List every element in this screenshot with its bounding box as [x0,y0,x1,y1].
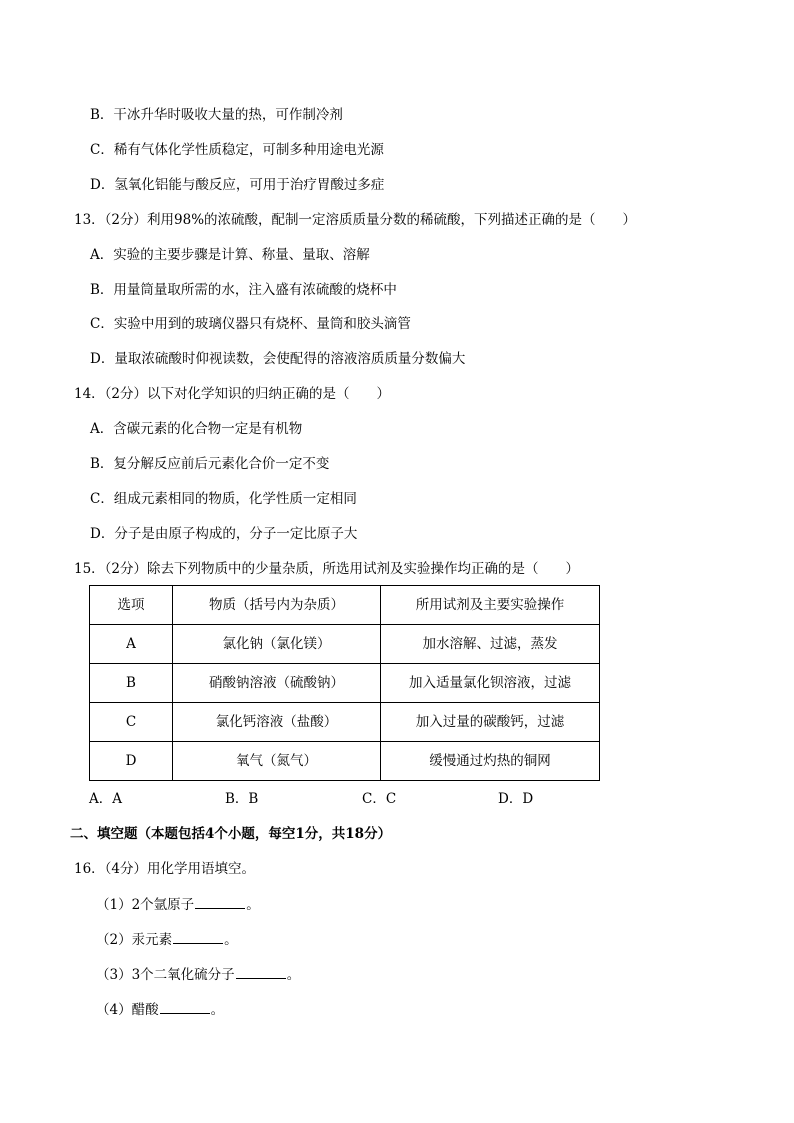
answer-blank[interactable] [173,930,223,944]
q15-answer-a: A．A [89,791,122,807]
table-header-cell: 选项 [90,586,173,625]
q12-option-b: B．干冰升华时吸收大量的热，可作制冷剂 [90,107,343,123]
table-cell-substance: 氯化钙溶液（盐酸） [173,703,381,742]
q15-answer-c: C．C [362,791,397,807]
answer-blank[interactable] [195,895,245,909]
q13-option-a: A．实验的主要步骤是计算、称量、量取、溶解 [90,247,370,263]
table-row [90,703,600,742]
q12-option-c: C．稀有气体化学性质稳定，可制多种用途电光源 [90,142,384,158]
table-header-row [90,586,600,625]
q15-answer-d: D．D [498,791,534,807]
table-cell-operation: 加水溶解、过滤，蒸发 [381,625,600,664]
q15-table [89,585,600,781]
table-header-cell: 物质（括号内为杂质） [173,586,381,625]
table-cell-operation: 加入过量的碳酸钙，过滤 [381,703,600,742]
q14-option-a: A．含碳元素的化合物一定是有机物 [90,421,303,437]
table-cell-substance: 氯化钠（氯化镁） [173,625,381,664]
table-header-cell: 所用试剂及主要实验操作 [381,586,600,625]
q14-stem: 14．（2分）以下对化学知识的归纳正确的是（ ） [74,386,391,402]
q16-part-4 [96,1000,224,1019]
q16-part-3 [96,965,300,984]
q14-option-b: B．复分解反应前后元素化合价一定不变 [90,456,330,472]
table-row [90,625,600,664]
table-row [90,664,600,703]
table-cell-operation: 加入适量氯化钡溶液，过滤 [381,664,600,703]
q16-part-2 [96,930,238,949]
table-cell-option: D [90,742,173,781]
q16-part-label: （4）醋酸 [96,1002,159,1018]
q16-part-label: （3）3个二氧化硫分子 [96,967,235,983]
q14-option-d: D．分子是由原子构成的，分子一定比原子大 [90,526,358,542]
q16-stem: 16．（4分）用化学用语填空。 [74,861,256,877]
q15-answer-b: B．B [225,791,259,807]
table-cell-substance: 氧气（氮气） [173,742,381,781]
table-cell-operation: 缓慢通过灼热的铜网 [381,742,600,781]
table-row [90,742,600,781]
q16-part-1 [96,895,260,914]
table-cell-option: A [90,625,173,664]
table-cell-option: B [90,664,173,703]
q16-part-end: 。 [224,932,238,948]
table-cell-option: C [90,703,173,742]
answer-blank[interactable] [160,1000,210,1014]
q13-option-b: B．用量筒量取所需的水，注入盛有浓硫酸的烧杯中 [90,282,397,298]
q16-part-end: 。 [246,897,260,913]
table-cell-substance: 硝酸钠溶液（硫酸钠） [173,664,381,703]
q16-part-label: （2）汞元素 [96,932,173,948]
q13-option-d: D．量取浓硫酸时仰视读数，会使配得的溶液溶质质量分数偏大 [90,351,466,367]
q12-option-d: D．氢氧化铝能与酸反应，可用于治疗胃酸过多症 [90,177,385,193]
q15-stem: 15．（2分）除去下列物质中的少量杂质，所选用试剂及实验操作均正确的是（ ） [74,561,580,577]
q16-part-label: （1）2个氩原子 [96,897,195,913]
q13-stem: 13．（2分）利用98%的浓硫酸，配制一定溶质质量分数的稀硫酸，下列描述正确的是（ ） [74,212,637,228]
q16-part-end: 。 [286,967,301,983]
q16-part-end: 。 [210,1002,225,1018]
section-title: 二、填空题（本题包括4个小题，每空1分，共18分） [70,826,392,842]
q13-option-c: C．实验中用到的玻璃仪器只有烧杯、量筒和胶头滴管 [90,316,411,332]
q14-option-c: C．组成元素相同的物质，化学性质一定相同 [90,491,357,507]
answer-blank[interactable] [236,965,286,979]
